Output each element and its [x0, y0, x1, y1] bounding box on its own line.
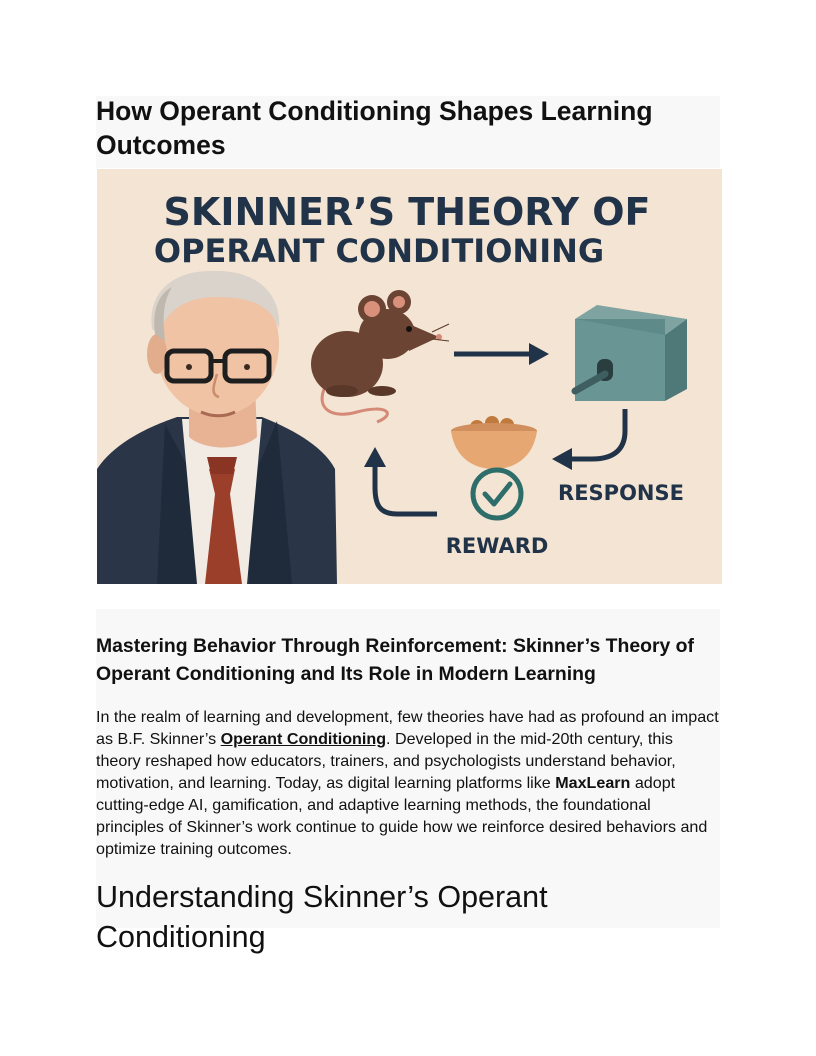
check-circle-icon [473, 470, 521, 518]
arrow-right-icon [454, 343, 549, 365]
intro-paragraph [96, 706, 720, 860]
skinner-theory-figure [97, 169, 722, 584]
section-heading: Understanding Skinner’s Operant Conditioning [96, 880, 548, 954]
figure-title-line2: OPERANT CONDITIONING [153, 232, 605, 270]
maxlearn-bold: MaxLearn [555, 774, 631, 792]
label-reward: REWARD [445, 534, 549, 558]
article-subheading: Mastering Behavior Through Reinforcement: Skinner’s Theory of Operant Conditioning and Its Role in Modern Learning [96, 635, 694, 685]
para-text-2: . Developed in the mid-20th century, this theory reshaped how educators, trainers, and psychologists understand behavior, motivation, and learning. Today, as digital learning platforms like [96, 730, 676, 792]
arrow-down-left-icon [552, 409, 625, 470]
para-text-1: In the realm of learning and development, few theories have had as profound an impact as B.F. Skinner’s [96, 708, 719, 748]
box-lever-icon [575, 305, 687, 401]
food-bowl-icon [451, 416, 537, 469]
page-title: How Operant Conditioning Shapes Learning Outcomes [96, 96, 653, 160]
label-response: RESPONSE [558, 481, 684, 505]
portrait-illustration [97, 271, 337, 584]
para-text-3: adopt cutting-edge AI, gamification, and adaptive learning methods, the foundational principles of Skinner’s work continue to guide how we reinforce desired behaviors and optimize training outcomes. [96, 774, 708, 858]
operant-conditioning-link[interactable]: Operant Conditioning [220, 730, 387, 748]
figure-title-line1: SKINNER’S THEORY OF [163, 190, 651, 234]
arrow-up-icon [364, 447, 437, 514]
rat-icon [311, 290, 449, 422]
